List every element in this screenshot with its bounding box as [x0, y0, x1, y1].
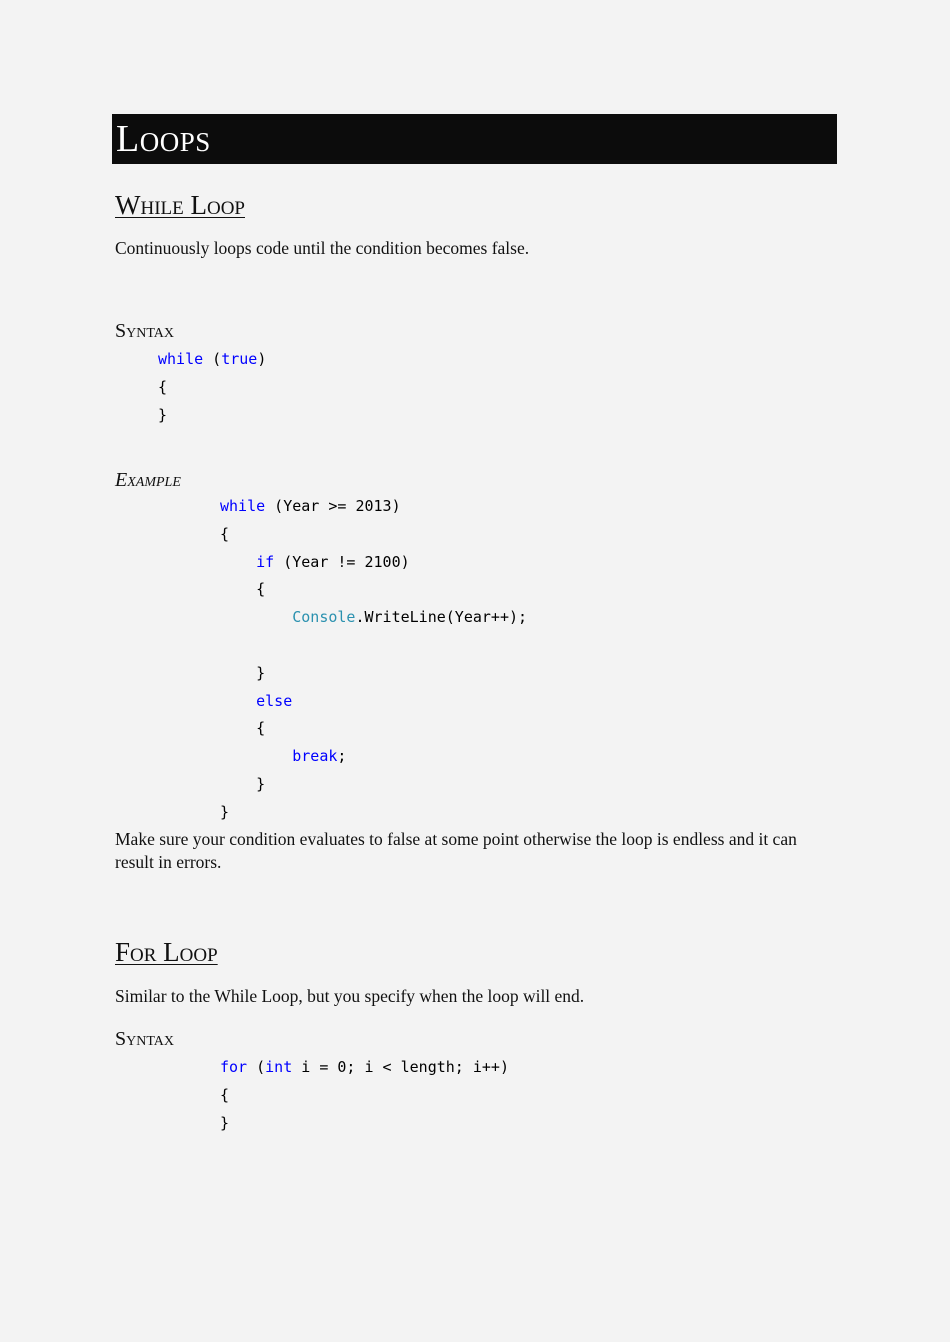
code-line	[158, 401, 266, 429]
for-loop-description: Similar to the While Loop, but you specify when the loop will end.	[115, 986, 585, 1006]
while-loop-note: Make sure your condition evaluates to false at some point otherwise the loop is endless and it can result in errors.	[115, 829, 797, 872]
code-line	[220, 1081, 509, 1109]
code-keyword: while	[158, 350, 204, 368]
code-line	[220, 521, 527, 549]
code-text	[220, 608, 292, 626]
code-text: {	[158, 378, 168, 396]
title-bar	[112, 114, 837, 164]
page-title: Loops	[116, 118, 211, 160]
code-text	[220, 692, 256, 710]
code-text: }	[220, 1114, 230, 1132]
code-line	[220, 1053, 509, 1081]
code-keyword: else	[256, 691, 293, 710]
code-keyword: while	[220, 497, 266, 515]
for-syntax-label: Syntax	[115, 1028, 174, 1050]
code-text: )	[257, 350, 267, 368]
code-line	[220, 660, 527, 688]
code-text: }	[158, 406, 168, 424]
code-line	[220, 1109, 509, 1137]
code-keyword: true	[221, 350, 258, 368]
code-line	[158, 373, 266, 401]
code-line	[220, 604, 527, 632]
code-line	[220, 688, 527, 716]
while-loop-description: Continuously loops code until the condition becomes false.	[115, 238, 530, 258]
code-text: {	[220, 1086, 230, 1104]
code-line	[220, 743, 527, 771]
code-line	[220, 549, 527, 577]
code-keyword: for	[220, 1058, 248, 1076]
code-text: {	[220, 524, 230, 543]
while-example-label: Example	[115, 469, 181, 491]
for-loop-heading: For Loop	[115, 937, 218, 967]
code-keyword: break	[292, 747, 338, 766]
code-text: }	[220, 802, 230, 821]
code-text: (	[203, 350, 222, 368]
code-line	[220, 771, 527, 799]
code-text: }	[220, 663, 266, 682]
while-example-code	[220, 493, 527, 827]
code-text	[220, 747, 292, 765]
code-keyword: if	[256, 552, 275, 571]
code-text: (	[247, 1058, 266, 1076]
code-line	[220, 715, 527, 743]
code-type: Console	[292, 608, 356, 627]
code-text: ;	[337, 747, 347, 766]
code-text: }	[220, 774, 266, 793]
while-syntax-code	[158, 345, 266, 429]
code-text	[220, 553, 256, 571]
code-text: (Year != 2100)	[274, 552, 410, 571]
while-syntax-label: Syntax	[115, 320, 174, 342]
code-line	[158, 345, 266, 373]
code-text: {	[220, 580, 266, 599]
code-text: .WriteLine(Year++);	[355, 608, 528, 627]
code-line	[220, 493, 527, 521]
while-loop-heading: While Loop	[115, 190, 245, 220]
code-line	[220, 632, 527, 660]
code-text: i = 0; i < length; i++)	[292, 1058, 509, 1076]
code-text: (Year >= 2013)	[265, 497, 401, 515]
code-line	[220, 799, 527, 827]
for-syntax-code	[220, 1053, 509, 1137]
code-keyword: int	[265, 1058, 293, 1076]
code-text: {	[220, 719, 266, 738]
code-line	[220, 576, 527, 604]
